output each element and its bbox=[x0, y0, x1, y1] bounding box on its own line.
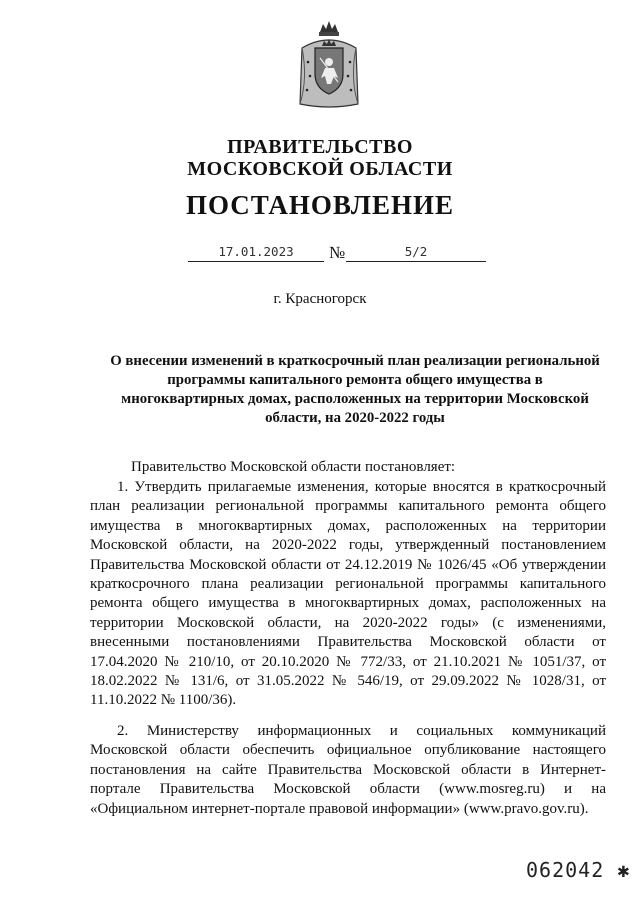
government-name-line1: ПРАВИТЕЛЬСТВО bbox=[227, 136, 413, 158]
document-title: О внесении изменений в краткосрочный план реализации региональной программы капитального ремонта общего имущества в многоквартирных домах, расположенных на территории Московской области, на 2020-2022 годы bbox=[110, 353, 600, 426]
government-name-line2: МОСКОВСКОЙ ОБЛАСТИ bbox=[187, 158, 453, 180]
preamble-text: Правительство Московской области постановляет: bbox=[131, 459, 456, 475]
document-date: 17.01.2023 bbox=[188, 244, 324, 262]
paragraph-2: 2. Министерству информационных и социальных коммуникаций Московской области обеспечить официальное опубликование настоящего постановления на сайте Правительства Московской области в Интернет-портале Правительства Московской области (www.mosreg.ru) и на «Официальном интернет-портале правовой информации» (www.pravo.gov.ru). bbox=[90, 723, 606, 817]
number-sign: № bbox=[329, 243, 346, 262]
asterisk-icon: ✱ bbox=[617, 858, 631, 882]
paragraph-1: 1. Утвердить прилагаемые изменения, которые вносятся в краткосрочный план реализации региональной программы капитального ремонта общего имущества в многоквартирных домах, расположенных на территории Московской области, на 2020-2022 годы, утвержденный постановлением Правительства Московской области от 24.12.2019 № 1026/45 «Об утверждении краткосрочного плана реализации региональной программы капитального ремонта общего имущества в многоквартирных домах, расположенных на территории Московской области, на 2020-2022 годы» (с изменениями, внесенными постановлениями Правительства Московской области от 17.04.2020 № 210/10, от 20.10.2020 № 772/33, от 21.10.2021 № 1051/37, от 18.02.2022 № 131/6, от 31.05.2022 № 546/19, от 29.09.2022 № 1028/31, от 11.10.2022 № 1100/36). bbox=[90, 479, 606, 709]
document-number: 5/2 bbox=[346, 244, 486, 262]
coat-of-arms-icon bbox=[298, 18, 360, 110]
serial-number bbox=[526, 858, 630, 882]
city-label: г. Красногорск bbox=[273, 291, 367, 307]
serial-number-value: 062042 bbox=[526, 858, 605, 882]
document-type-heading: ПОСТАНОВЛЕНИЕ bbox=[185, 190, 455, 220]
